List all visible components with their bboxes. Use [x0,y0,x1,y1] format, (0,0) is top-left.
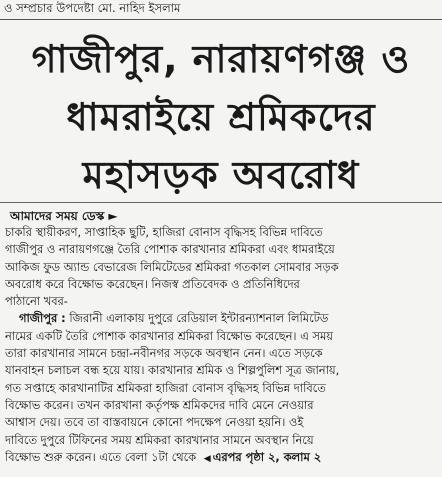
body-line-text: জিরানী এলাকায় দুপুরে রেডিয়াল ইন্টারন্যাশনাল লিমিটেড [69,311,329,326]
article-body [5,224,439,468]
body-line: গত সপ্তাহে কারখানাটির শ্রমিকরা হাজিরা বোনাস বৃদ্ধিসহ বিভিন্ন দাবিতে [5,380,326,395]
body-line: অবরোধ করে বিক্ষোভ করেছেন। নিজস্ব প্রতিবেদক ও প্রতিনিধিদের [5,276,300,291]
dateline: গাজীপুর : [19,311,66,326]
body-line: তারা কারখানার সামনে চন্দ্রা-নবীনগর সড়কে অবস্থান নেন। এতে সড়কে [5,346,323,361]
headline-line-1: গাজীপুর, নারায়ণগঞ্জ ও [31,37,411,81]
jump-arrow-icon: ◀ [203,453,211,464]
top-divider [0,19,442,20]
body-line: আশ্বাস দেয়। তবে তা বাস্তবায়নে কোনো পদক্ষেপ নেওয়া হয়নি। ওই [5,415,304,430]
headline-line-2: ধামরাইয়ে শ্রমিকদের [66,95,376,139]
body-line: নামের একটি তৈরি পোশাক কারখানার শ্রমিকরা বিক্ষোভ করেছেন। এ সময় [5,328,333,343]
headline [0,30,442,204]
body-line-text: বিক্ষোভ শুরু করেন। এতে বেলা ১টা থেকে [5,449,197,464]
headline-divider [0,202,442,203]
jump-text: এরপর পৃষ্ঠা ২, কলাম ২ [212,449,322,464]
body-line: দাবিতে দুপুরে টিফিনের সময় শ্রমিকরা কারখানার সামনে অবস্থান নিয়ে [5,432,314,447]
headline-line-3: মহাসড়ক অবরোধ [82,153,360,197]
body-line: আকিজ ফুড অ্যান্ড বেভারেজ লিমিটেডের শ্রমিকরা গতকাল সোমবার সড়ক [5,259,339,274]
continued-jump-link [200,450,321,464]
body-line: চাকরি স্থায়ীকরণ, সাপ্তাহিক ছুটি, হাজিরা বোনাস বৃদ্ধিসহ বিভিন্ন দাবিতে [5,225,323,239]
body-line: পাঠানো খবর- [5,294,68,309]
body-line: গাজীপুর ও নারায়ণগঞ্জে তৈরি পোশাক কারখানার শ্রমিকরা এবং ধামরাইয়ে [5,242,335,257]
body-last-line [5,449,439,468]
body-line: বিক্ষোভ করেন। তখন কারখানা কর্তৃপক্ষ শ্রমিকদের দাবি মেনে নেওয়ার [5,397,314,412]
previous-story-line: ও সম্প্রচার উপদেষ্টা মো. নাহিদ ইসলাম [4,1,181,15]
body-line: যানবাহন চলাচল বন্ধ হয়ে যায়। কারখানার শ্রমিক ও শিল্পপুলিশ সূত্র জানায়, [5,363,340,378]
byline: আমাদের সময় ডেস্ক ► [10,209,118,223]
dateline-paragraph-start [5,310,439,327]
